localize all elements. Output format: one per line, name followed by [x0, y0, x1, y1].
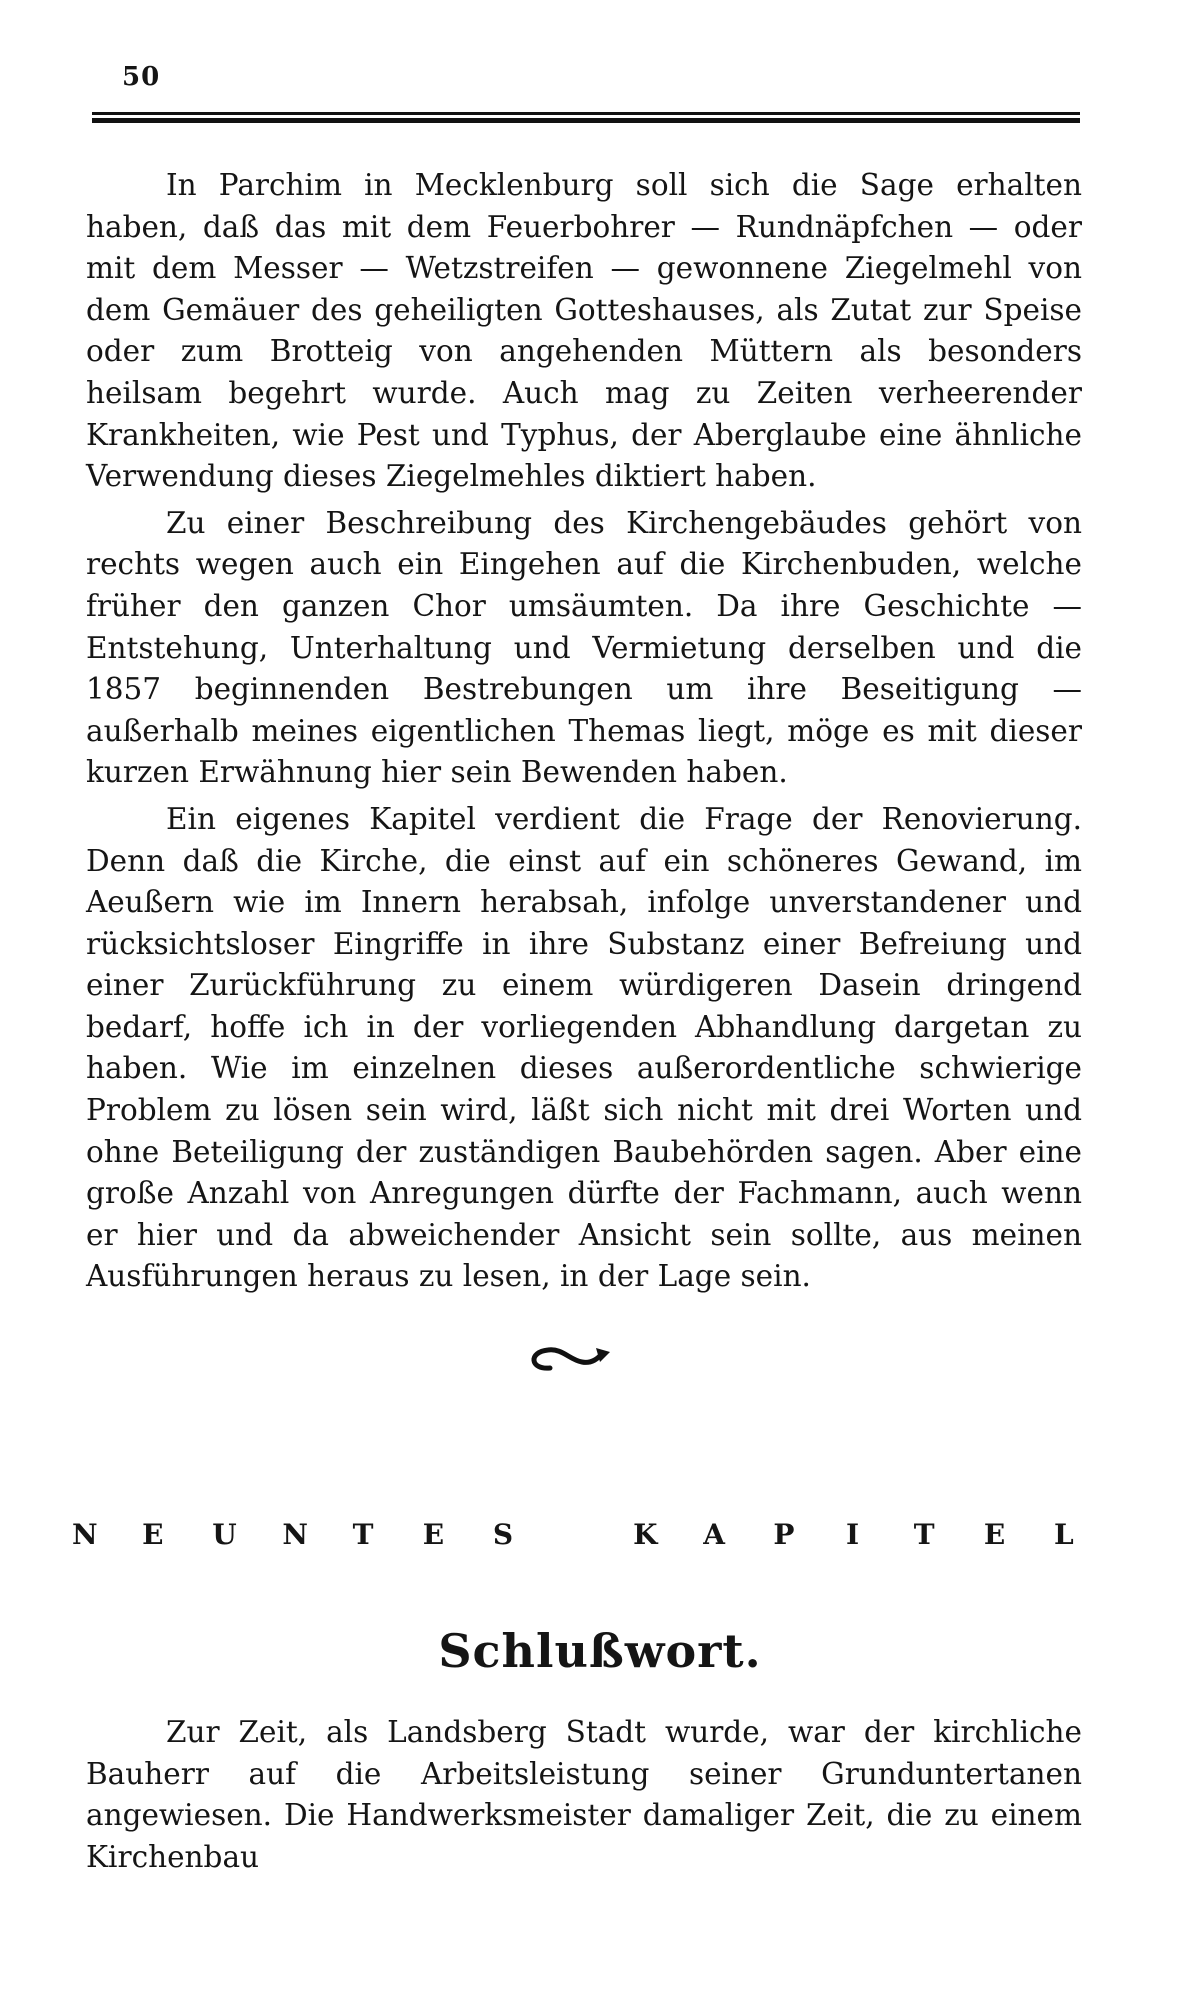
heading-letter: I	[845, 1518, 860, 1551]
heading-letter: N	[72, 1518, 98, 1551]
body-text	[86, 165, 1082, 1303]
heading-letter: E	[422, 1518, 445, 1551]
heading-letter: L	[1053, 1518, 1074, 1551]
page-number: 50	[122, 62, 161, 92]
heading-letter	[563, 1518, 581, 1551]
heading-letter: P	[773, 1518, 795, 1551]
header-rule	[92, 112, 1080, 115]
heading-letter: N	[282, 1518, 309, 1551]
section-ornament-icon	[520, 1340, 620, 1384]
paragraph: Zur Zeit, als Landsberg Stadt wurde, war der kirchliche Bauherr auf die Arbeitsleistung seiner Grunduntertanen angewiesen. Die Handwerksmeister damaliger Zeit, die zu einem Kirchenbau	[86, 1715, 1082, 1874]
heading-letter: T	[913, 1518, 935, 1551]
heading-letter: S	[492, 1518, 514, 1551]
paragraph: Ein eigenes Kapitel verdient die Frage der Renovierung. Denn daß die Kirche, die einst auf ein schöneres Gewand, im Aeußern wie im Innern herabsah, infolge unverstandener und rücksichtsloser Eingriffe in ihre Substanz einer Befreiung und einer Zurückführung zu einem würdigeren Dasein dringend bedarf, hoffe ich in der vorliegenden Abhandlung dargetan zu haben. Wie im einzelnen dieses außerordentliche schwierige Problem zu lösen sein wird, läßt sich nicht mit drei Worten und ohne Beteiligung der zuständigen Baubehörden sagen. Aber eine große Anzahl von Anregungen dürfte der Fachmann, auch wenn er hier und da abweichender Ansicht sein sollte, aus meinen Ausführungen heraus zu lesen, in der Lage sein.	[86, 801, 1082, 1294]
chapter-heading	[72, 1518, 1072, 1551]
heading-letter: T	[352, 1518, 374, 1551]
heading-letter: K	[633, 1518, 658, 1551]
paragraph: In Parchim in Mecklenburg soll sich die Sage erhalten haben, daß das mit dem Feuerbohrer — Rundnäpfchen — oder mit dem Messer — Wetzstreifen — gewonnene Ziegelmehl von dem Gemäuer des geheiligten Gotteshauses, als Zutat zur Speise oder zum Brotteig von angehenden Müttern als besonders heilsam begehrt wurde. Auch mag zu Zeiten verheerender Krankheiten, wie Pest und Typhus, der Aberglaube eine ähnliche Verwendung dieses Ziegelmehles diktiert haben.	[86, 168, 1082, 494]
heading-letter: U	[212, 1518, 237, 1551]
heading-letter: E	[983, 1518, 1006, 1551]
heading-letter: E	[142, 1518, 164, 1551]
chapter-title: Schlußwort.	[438, 1624, 762, 1678]
heading-letter: A	[703, 1518, 725, 1551]
chapter-body	[86, 1712, 1082, 1878]
paragraph: Zu einer Beschreibung des Kirchengebäudes gehört von rechts wegen auch ein Eingehen auf die Kirchenbuden, welche früher den ganzen Chor umsäumten. Da ihre Geschichte — Entstehung, Unterhaltung und Vermietung derselben und die 1857 beginnenden Bestrebungen um ihre Beseitigung — außerhalb meines eigentlichen Themas liegt, möge es mit dieser kurzen Erwähnung hier sein Bewenden haben.	[86, 505, 1082, 790]
header-rule-thick	[92, 118, 1080, 123]
